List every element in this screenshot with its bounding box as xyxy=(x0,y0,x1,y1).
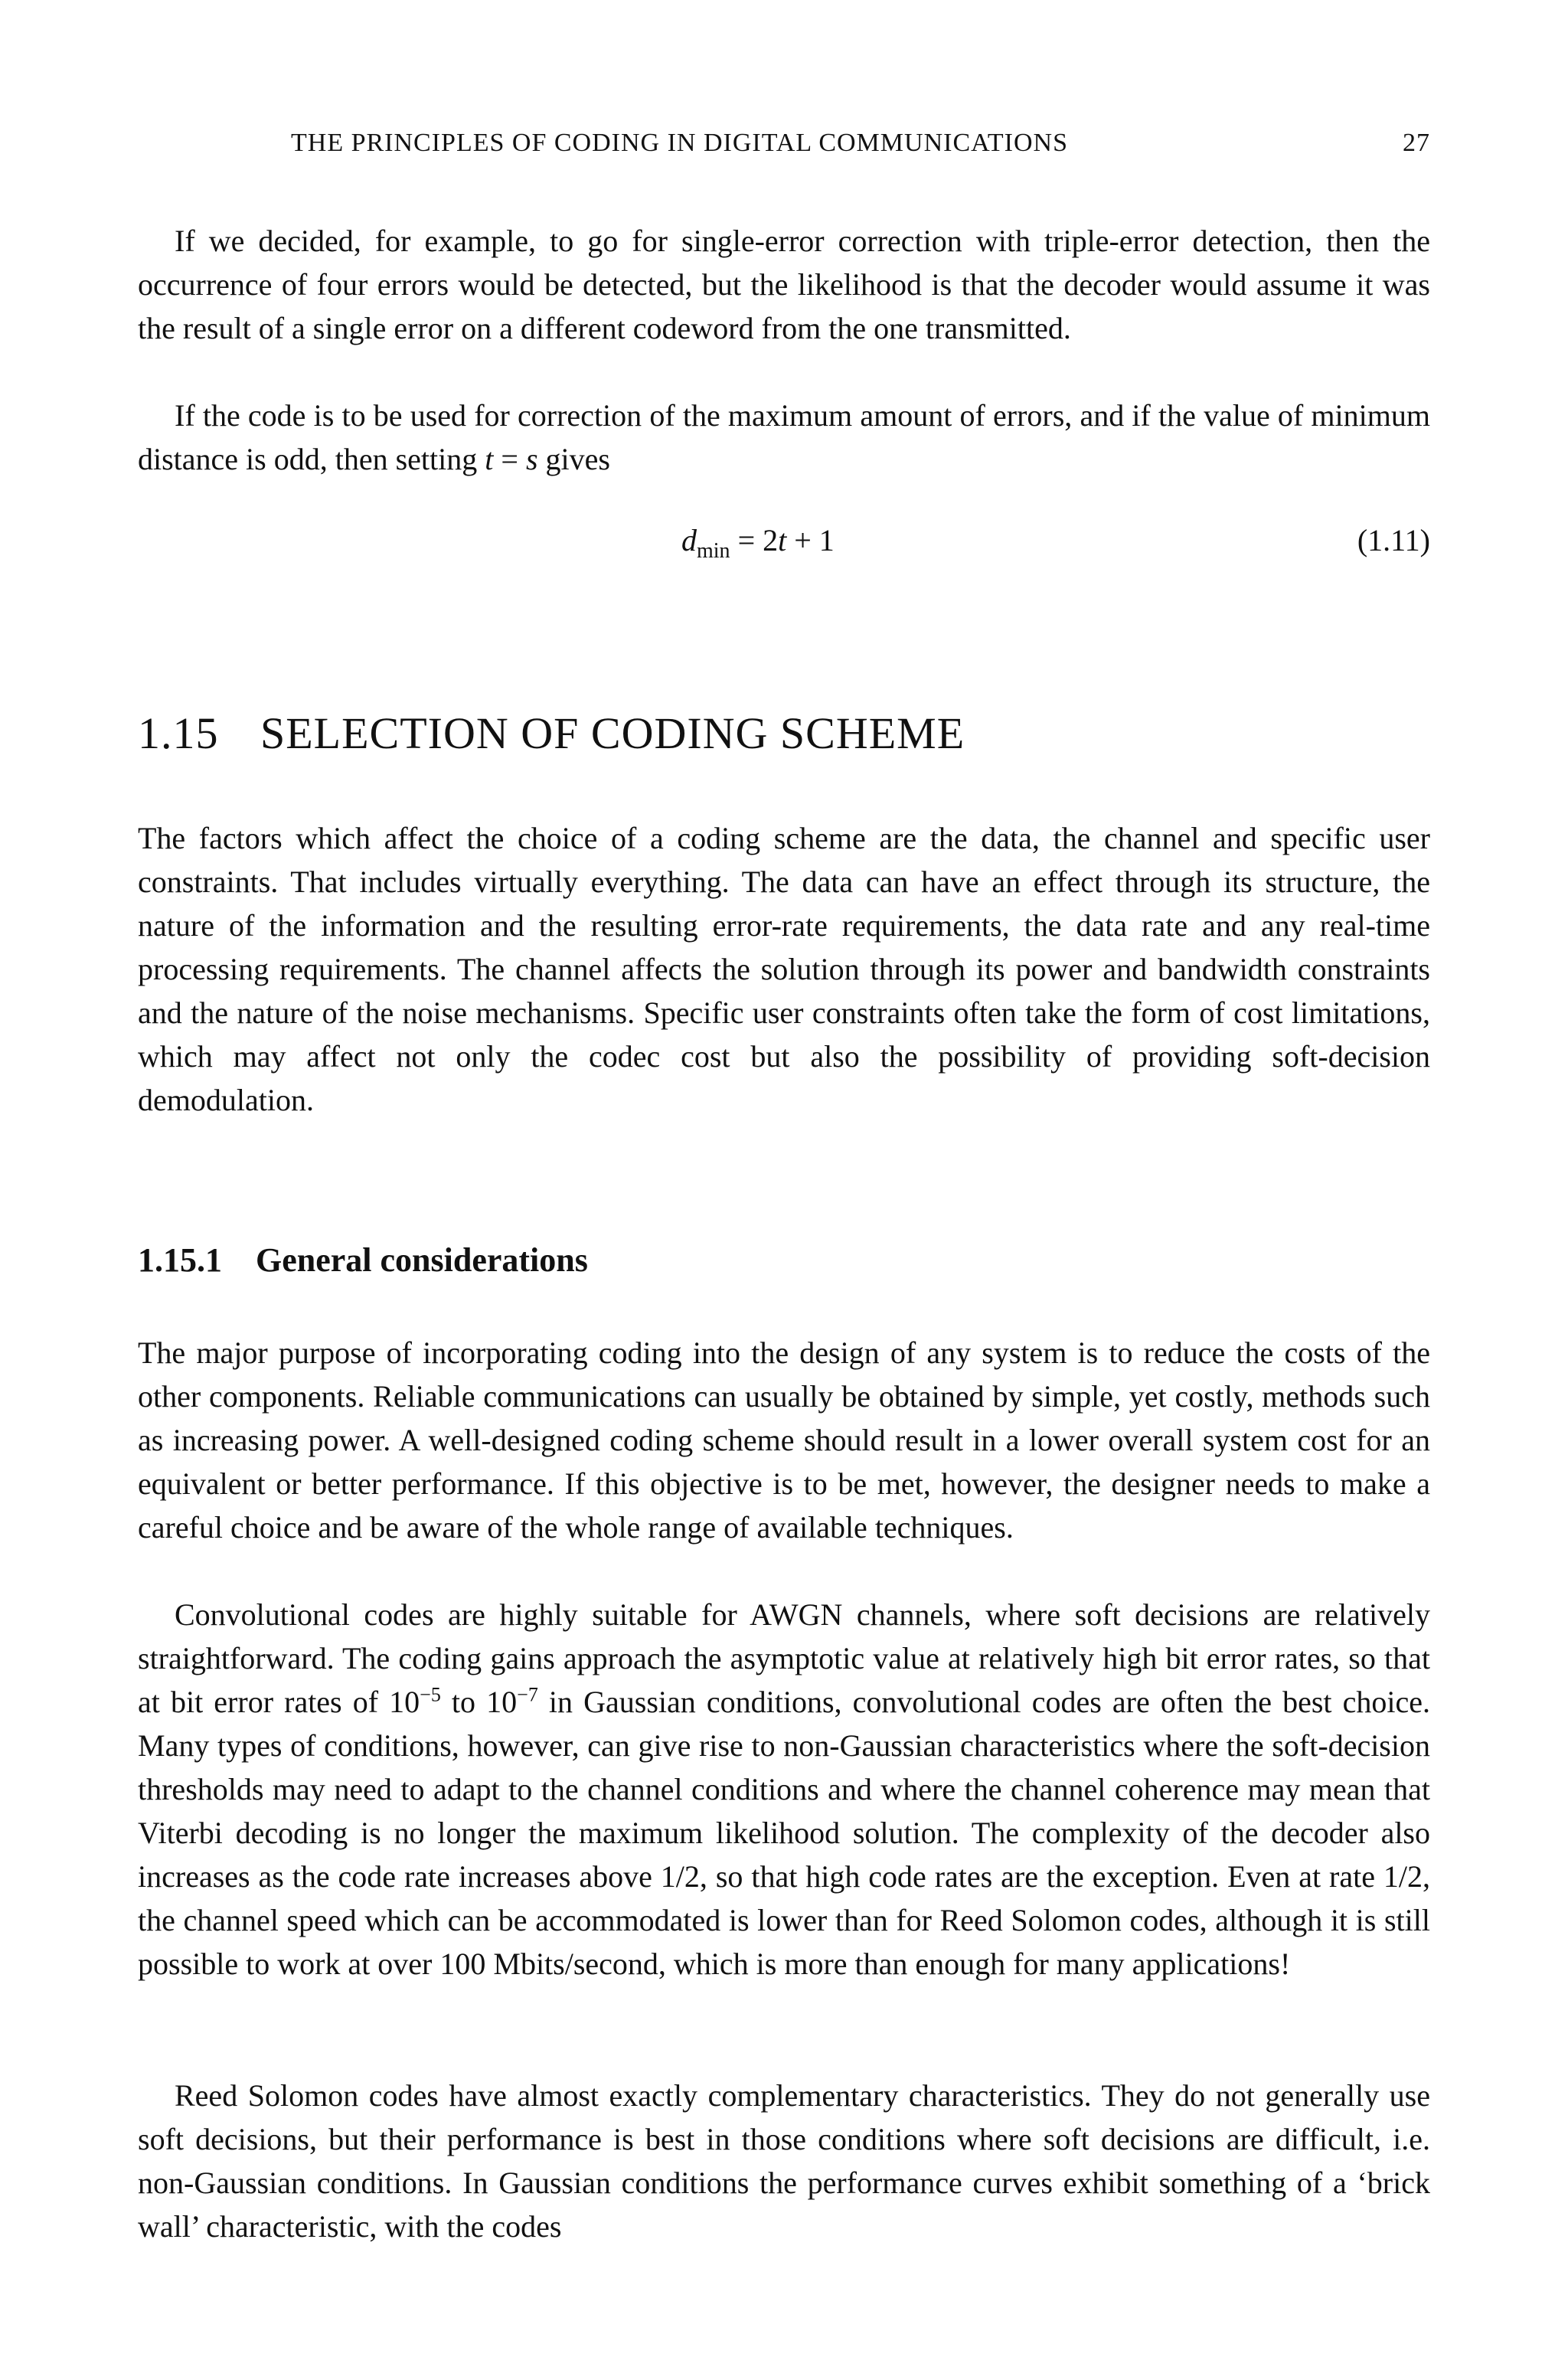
paragraph-triple-error-detection: If we decided, for example, to go for single-error correction with triple-error detection, then the occurrence of four errors would be detected, but the likelihood is that the decoder would assume it was the result of a single error on a different codeword from the one transmitted. xyxy=(138,224,1430,345)
exponent: −7 xyxy=(517,1683,538,1706)
section-intro-paragraph: The factors which affect the choice of a coding scheme are the data, the channel and specific user constraints. That includes virtually everything. The data can have an effect through its structure, the nature of the information and the resulting error-rate requirements, the data rate and any real-time processing requirements. The channel affects the solution through its power and bandwidth constraints and the nature of the noise mechanisms. Specific user constraints often take the form of cost limitations, which may affect not only the codec cost but also the possibility of providing soft-decision demodulation. xyxy=(138,821,1430,1117)
equation-rhs-rest: + 1 xyxy=(786,523,835,557)
equation-variable-d: d xyxy=(681,523,697,557)
text-run: in Gaussian conditions, convolutional codes are often the best choice. Many types of conditions, however, can give rise to non-Gaussian characteristics where the soft-decision thresholds may need to adapt to the channel conditions and where the channel coherence may mean that Viterbi decoding is no longer the maximum likelihood solution. The complexity of the decoder also increases as the code rate increases above 1/2, so that high code rates are the exception. Even at rate 1/2, the channel speed which can be accommodated is lower than for Reed Solomon codes, although it is still possible to work at over 100 Mbits/second, which is more than enough for many applications! xyxy=(138,1685,1430,1981)
text-run: Convolutional codes are highly suitable for AWGN channels, where soft decisions are relatively straightforward. The coding gains approach the asymptotic value at relatively high bit error rates, so that at bit error rates of 10 xyxy=(138,1597,1430,1719)
equation-subscript: min xyxy=(697,539,730,563)
running-head xyxy=(138,129,1430,167)
paragraph-purpose-of-coding: The major purpose of incorporating coding into the design of any system is to reduce the costs of the other components. Reliable communications can usually be obtained by simple, yet costly, methods such as increasing power. A well-designed coding scheme should result in a lower overall system cost for an equivalent or better performance. If this objective is to be met, however, the designer needs to make a careful choice and be aware of the whole range of available techniques. xyxy=(138,1335,1430,1545)
subsection-heading xyxy=(138,1241,588,1280)
equation-1-11 xyxy=(138,522,1430,568)
paragraph-reed-solomon: Reed Solomon codes have almost exactly complementary characteristics. They do not generally use soft decisions, but their performance is best in those conditions where soft decisions are difficult, i.e. non-Gaussian conditions. In Gaussian conditions the performance curves exhibit something of a ‘brick wall’ characteristic, with the codes xyxy=(138,2078,1430,2244)
text-run: If the code is to be used for correction of the maximum amount of errors, and if the value of minimum distance is odd, then setting xyxy=(138,398,1430,476)
text-run: to 10 xyxy=(440,1685,518,1719)
running-title: THE PRINCIPLES OF CODING IN DIGITAL COMMUNICATIONS xyxy=(291,129,1069,157)
subsection-title: General considerations xyxy=(256,1241,588,1279)
variable-s: s xyxy=(525,442,538,476)
exponent: −5 xyxy=(420,1683,441,1706)
section-heading xyxy=(138,708,965,759)
subsection-number: 1.15.1 xyxy=(138,1241,222,1279)
text-run: gives xyxy=(537,442,610,476)
paragraph-maximum-correction xyxy=(138,394,1430,481)
equation-variable-t: t xyxy=(778,523,787,557)
equals-sign: = xyxy=(493,442,526,476)
equation-number: (1.11) xyxy=(1357,523,1430,557)
variable-t: t xyxy=(485,442,494,476)
paragraph-convolutional-codes xyxy=(138,1593,1430,1986)
section-number: 1.15 xyxy=(138,708,219,758)
equation-rhs: = 2 xyxy=(730,523,779,557)
equation-body xyxy=(681,522,835,563)
page-number: 27 xyxy=(1403,129,1430,157)
section-title: SELECTION OF CODING SCHEME xyxy=(260,708,965,758)
